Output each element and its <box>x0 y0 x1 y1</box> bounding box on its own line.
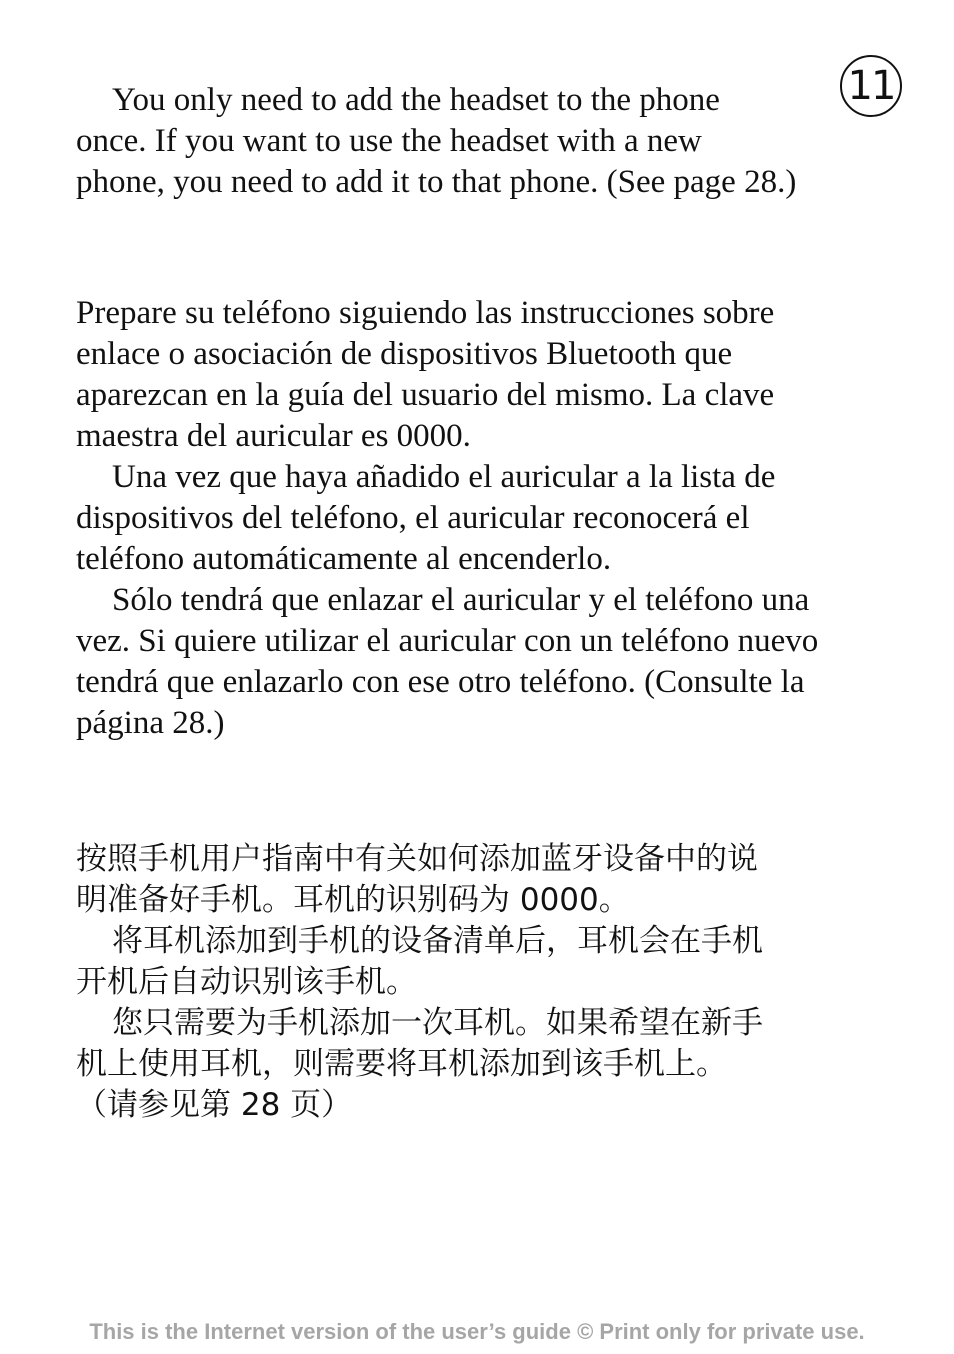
english-paragraph: You only need to add the headset to the phone once. If you want to use the headset with a new phone, you need to add it to that phone. (See page 28.) <box>76 82 797 200</box>
spanish-paragraph-1: Prepare su teléfono siguiendo las instrucciones sobre enlace o asociación de dispositivos Bluetooth que aparezcan en la guía del usuario del mismo. La clave maestra del auricular es 0000. <box>76 295 775 454</box>
spanish-paragraph-3: Sólo tendrá que enlazar el auricular y el teléfono una vez. Si quiere utilizar el auricular con un teléfono nuevo tendrá que enlazarlo con ese otro teléfono. (Consulte la página 28.) <box>76 582 819 741</box>
chinese-section <box>76 839 896 1126</box>
spanish-paragraph-2: Una vez que haya añadido el auricular a la lista de dispositivos del teléfono, el auricular reconocerá el teléfono automáticamente al encenderlo. <box>76 459 776 577</box>
footer-disclaimer: This is the Internet version of the user’s guide © Print only for private use. <box>89 1319 865 1344</box>
spanish-section <box>76 293 896 744</box>
english-section <box>76 80 896 203</box>
chinese-paragraph-2: 将耳机添加到手机的设备清单后，耳机会在手机 开机后自动识别该手机。 <box>76 923 763 1000</box>
chinese-paragraph-1: 按照手机用户指南中有关如何添加蓝牙设备中的说 明准备好手机。耳机的识别码为 0000。 <box>76 841 758 918</box>
chinese-paragraph-3: 您只需要为手机添加一次耳机。如果希望在新手 机上使用耳机，则需要将耳机添加到该手机上。 （请参见第 28 页） <box>76 1005 763 1123</box>
page-number: 11 <box>840 55 902 117</box>
